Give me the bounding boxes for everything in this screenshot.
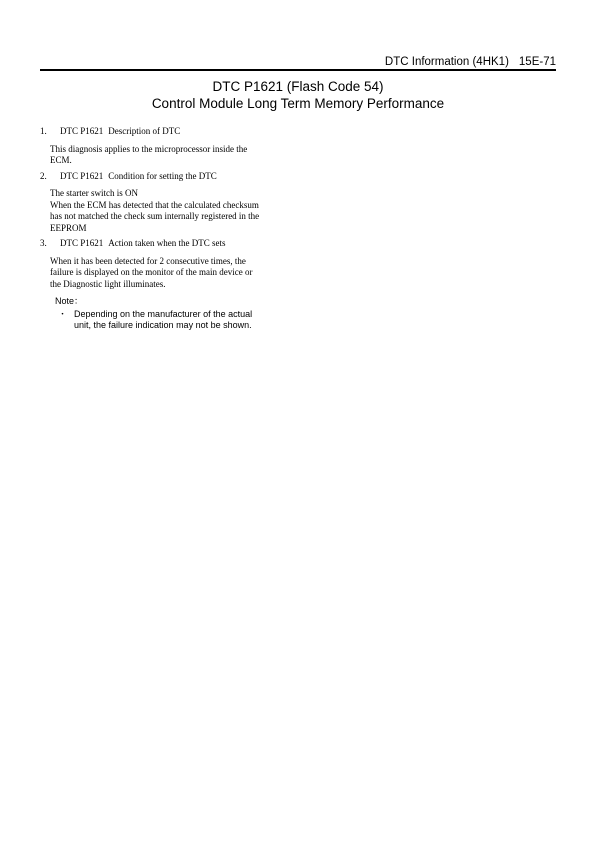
title-line-1: DTC P1621 (Flash Code 54) xyxy=(212,79,384,94)
body-line: The starter switch is ON xyxy=(50,188,138,198)
note-block xyxy=(40,296,300,331)
section-heading-text: Description of DTC xyxy=(108,126,181,136)
section-code: DTC P1621 xyxy=(60,170,104,181)
section-code: DTC P1621 xyxy=(60,126,104,136)
header-section-title: DTC Information (4HK1) xyxy=(384,56,509,68)
bullet-icon: ・ xyxy=(58,309,68,319)
body-line: This diagnosis applies to the microprocessor inside the xyxy=(50,143,248,154)
section-heading xyxy=(40,171,300,183)
section-body xyxy=(40,188,300,234)
body-line: ECM. xyxy=(50,155,72,165)
note-item xyxy=(55,309,300,331)
body-line: EEPROM xyxy=(50,222,87,233)
note-label: Note： xyxy=(55,296,84,306)
section-heading-text: Condition for setting the DTC xyxy=(108,170,217,181)
section-description xyxy=(40,126,300,167)
section-body xyxy=(40,144,300,167)
note-line: unit, the failure indication may not be shown. xyxy=(74,320,252,330)
document-body xyxy=(40,126,300,331)
body-line: When it has been detected for 2 consecutive times, the xyxy=(50,255,246,266)
section-number: 3. xyxy=(40,238,47,248)
section-number: 2. xyxy=(40,170,47,181)
title-line-2: Control Module Long Term Memory Performance xyxy=(151,96,445,111)
section-action xyxy=(40,238,300,290)
section-heading-text: Action taken when the DTC sets xyxy=(108,238,226,248)
section-heading xyxy=(40,238,300,250)
section-code: DTC P1621 xyxy=(60,238,104,248)
document-title xyxy=(40,78,556,112)
page-header xyxy=(40,54,556,70)
body-line: When the ECM has detected that the calculated checksum xyxy=(50,199,259,210)
section-condition xyxy=(40,171,300,235)
section-number: 1. xyxy=(40,126,47,136)
section-heading xyxy=(40,126,300,138)
page-number: 15E-71 xyxy=(518,56,556,68)
body-line: has not matched the check sum internally registered in the xyxy=(50,211,260,221)
body-line: the Diagnostic light illuminates. xyxy=(50,278,166,289)
note-line: Depending on the manufacturer of the actual xyxy=(74,309,253,319)
section-body xyxy=(40,256,300,291)
header-rule xyxy=(40,69,556,71)
body-line: failure is displayed on the monitor of the main device or xyxy=(50,267,253,277)
